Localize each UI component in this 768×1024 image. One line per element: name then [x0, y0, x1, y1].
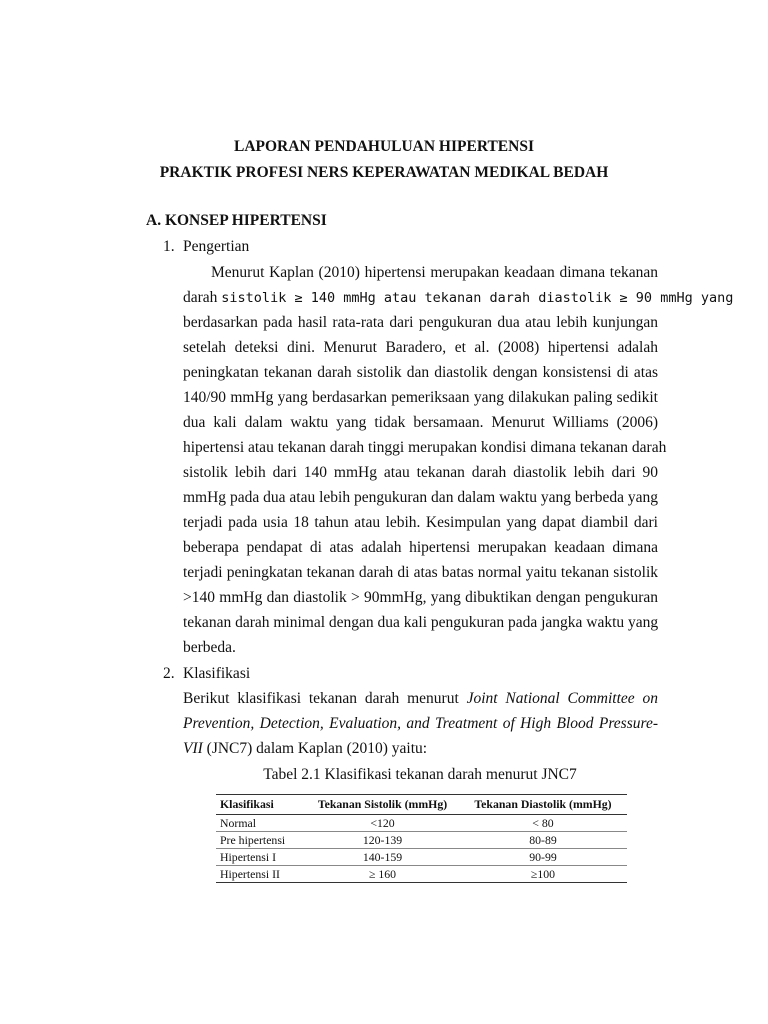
table-cell: 90-99: [459, 849, 627, 866]
table-caption: Tabel 2.1 Klasifikasi tekanan darah menurut JNC7: [263, 766, 577, 783]
document-subtitle: PRAKTIK PROFESI NERS KEPERAWATAN MEDIKAL BEDAH: [159, 164, 609, 181]
section-heading: A. KONSEP HIPERTENSI: [146, 212, 327, 229]
paragraph-line: sistolik lebih dari 140 mmHg atau tekanan darah diastolik lebih dari 90: [183, 464, 658, 481]
table-row: [216, 815, 627, 832]
paragraph-text-italic: Joint National Committee on: [466, 690, 658, 707]
table-cell: 120-139: [306, 832, 459, 849]
table-row: [216, 866, 627, 883]
paragraph-line: [183, 740, 658, 758]
paragraph-line: hipertensi atau tekanan darah tinggi merupakan kondisi dimana tekanan darah: [183, 439, 667, 456]
paragraph-line: terjadi pada usia 18 tahun atau lebih. Kesimpulan yang dapat diambil dari: [183, 514, 658, 531]
paragraph-line: peningkatan tekanan darah sistolik dan diastolik dengan konsistensi di atas: [183, 364, 658, 381]
paragraph-text-italic: Prevention, Detection, Evaluation, and Treatment of High Blood Pressure-: [183, 715, 658, 732]
paragraph-text: darah: [183, 289, 222, 306]
table-cell: < 80: [459, 815, 627, 832]
table-row: [216, 832, 627, 849]
table-cell: Normal: [216, 815, 306, 832]
table-cell: ≥ 160: [306, 866, 459, 883]
paragraph-text-mono: sistolik ≥ 140 mmHg atau tekanan darah diastolik ≥ 90 mmHg yang: [221, 290, 734, 306]
item-number: 1.: [163, 238, 175, 255]
document-title: LAPORAN PENDAHULUAN HIPERTENSI: [233, 138, 534, 155]
table-cell: Hipertensi I: [216, 849, 306, 866]
paragraph-text-italic: VII: [183, 740, 203, 757]
paragraph-line: berbeda.: [183, 639, 236, 656]
paragraph-line: [183, 690, 658, 708]
paragraph-line: beberapa pendapat di atas adalah hipertensi merupakan keadaan dimana: [183, 539, 658, 556]
table-cell: 80-89: [459, 832, 627, 849]
paragraph-line: [183, 289, 734, 307]
paragraph-line: tekanan darah minimal dengan dua kali pengukuran pada jangka waktu yang: [183, 614, 659, 631]
classification-table: [216, 794, 627, 883]
paragraph-line: setelah deteksi dini. Menurut Baradero, et al. (2008) hipertensi adalah: [183, 339, 658, 356]
paragraph-text: Berikut klasifikasi tekanan darah menurut: [183, 690, 467, 707]
paragraph-line: mmHg pada dua atau lebih pengukuran dan dalam waktu yang berbeda yang: [183, 489, 658, 506]
paragraph-line: 140/90 mmHg yang berdasarkan pemeriksaan yang dilakukan paling sedikit: [183, 389, 658, 406]
table-cell: Pre hipertensi: [216, 832, 306, 849]
table-cell: ≥100: [459, 866, 627, 883]
paragraph-line: Menurut Kaplan (2010) hipertensi merupakan keadaan dimana tekanan: [211, 264, 658, 281]
table-header-cell: Tekanan Sistolik (mmHg): [306, 795, 459, 815]
table-header-cell: Klasifikasi: [216, 795, 306, 815]
paragraph-line: dua kali dalam waktu yang tidak bersamaan. Menurut Williams (2006): [183, 414, 658, 431]
paragraph-line: [183, 715, 658, 733]
paragraph-line: terjadi peningkatan tekanan darah di atas batas normal yaitu tekanan sistolik: [183, 564, 658, 581]
paragraph-line: >140 mmHg dan diastolik > 90mmHg, yang dibuktikan dengan pengukuran: [183, 589, 658, 606]
table-header-row: [216, 795, 627, 815]
paragraph-line: berdasarkan pada hasil rata-rata dari pengukuran dua atau lebih kunjungan: [183, 314, 658, 331]
table-cell: 140-159: [306, 849, 459, 866]
table-cell: Hipertensi II: [216, 866, 306, 883]
item-number: 2.: [163, 665, 175, 682]
paragraph-text: (JNC7) dalam Kaplan (2010) yaitu:: [202, 740, 428, 757]
table-cell: <120: [306, 815, 459, 832]
item-title: Pengertian: [183, 238, 250, 255]
table-header-cell: Tekanan Diastolik (mmHg): [459, 795, 627, 815]
item-title: Klasifikasi: [183, 665, 251, 682]
table-row: [216, 849, 627, 866]
